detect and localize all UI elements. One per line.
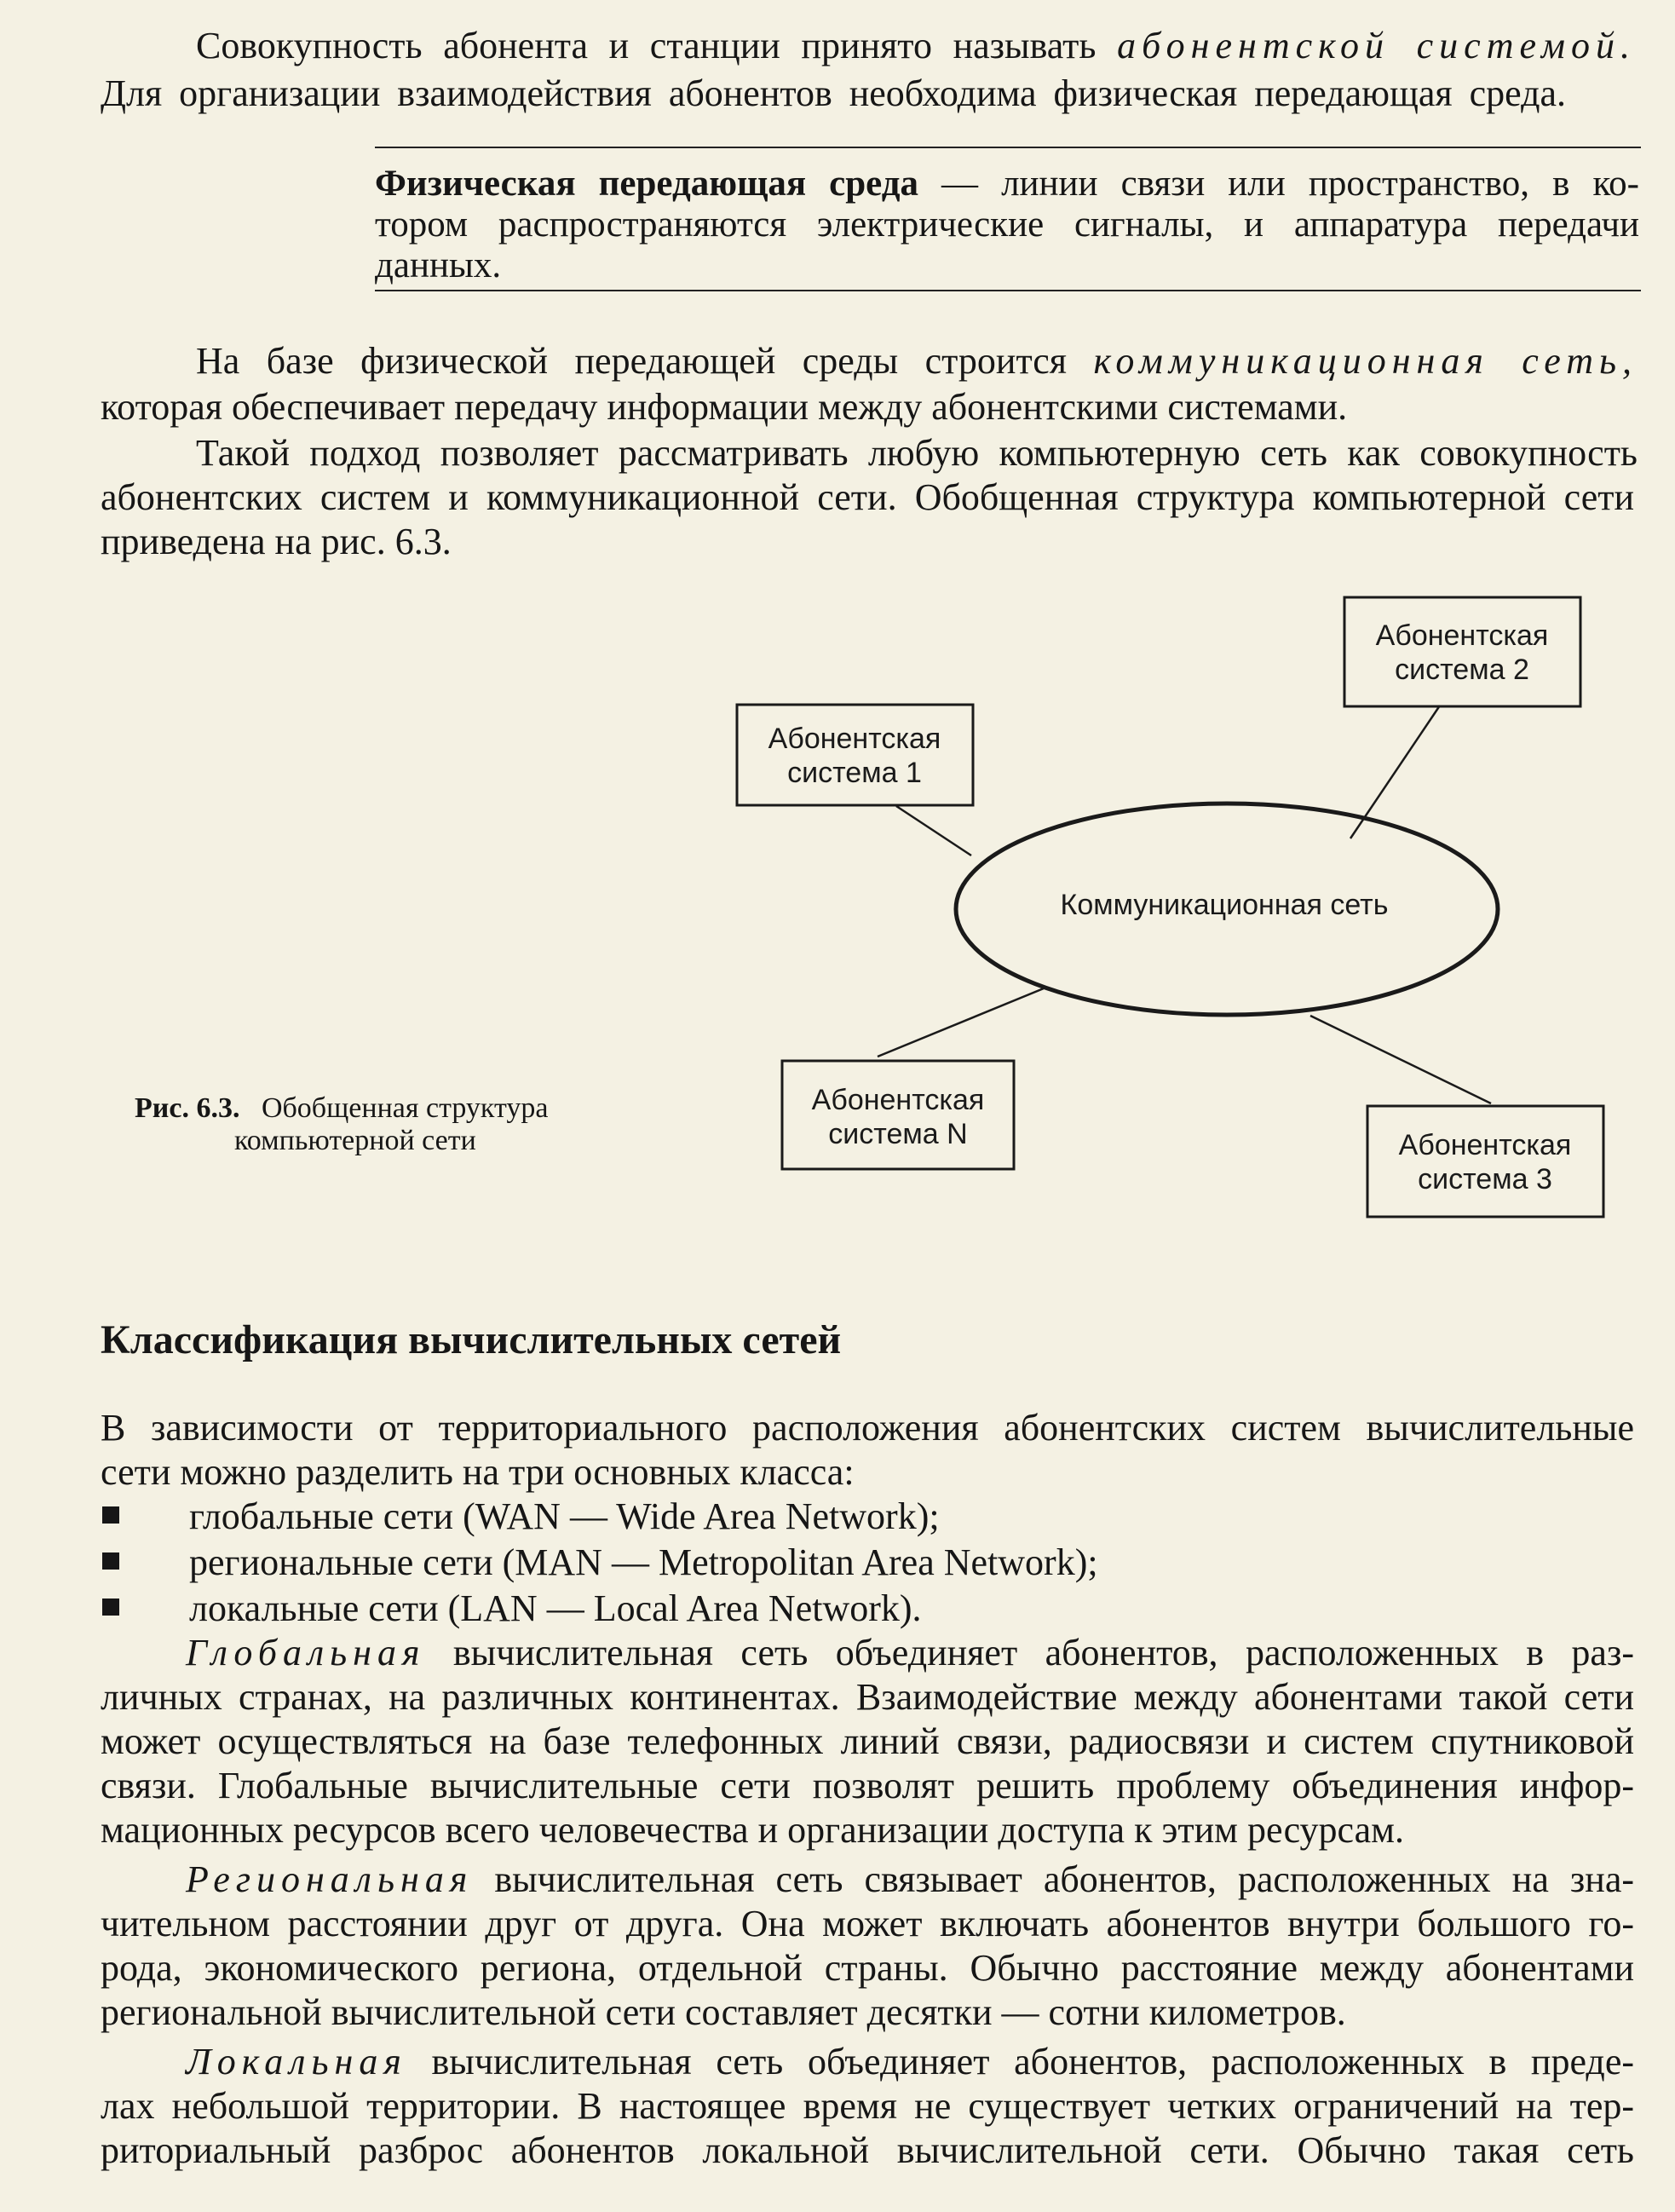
para1-line-1: На базе физической передающей среды строится коммуникационная сеть, <box>196 340 1638 382</box>
figure-caption-line-1: Рис. 6.3. Обобщенная структура <box>135 1092 549 1124</box>
section-intro-line-1: В зависимости от территориального расположения абонентских систем вычислительные <box>101 1407 1634 1449</box>
para2-line-2: абонентских систем и коммуникационной сети. Обобщенная структура компьютерной сети <box>101 476 1634 518</box>
bullet-marker <box>102 1552 119 1570</box>
box-system-2 <box>1344 597 1580 706</box>
global-line-1: Глобальная вычислительная сеть объединяет абонентов, расположенных в раз- <box>186 1632 1634 1673</box>
bullet-item: глобальные сети (WAN — Wide Area Network); <box>189 1495 940 1537</box>
local-line-2: лах небольшой территории. В настоящее время не существует четких ограничений на тер- <box>101 2085 1634 2127</box>
para2-line-1: Такой подход позволяет рассматривать любую компьютерную сеть как совокупность <box>196 432 1638 474</box>
box2-line2: система 2 <box>1395 654 1529 686</box>
local-line-3: риториальный разброс абонентов локальной вычислительной сети. Обычно такая сеть <box>101 2129 1634 2171</box>
global-line-5: мационных ресурсов всего человечества и организации доступа к этим ресурсам. <box>101 1809 1404 1851</box>
figure-caption-line-2: компьютерной сети <box>234 1125 476 1156</box>
global-line-2: личных странах, на различных континентах. Взаимодействие между абонентами такой сети <box>101 1676 1634 1718</box>
center-label: Коммуникационная сеть <box>1060 889 1389 921</box>
para2-line-3: приведена на рис. 6.3. <box>101 521 452 562</box>
boxN-line1: Абонентская <box>811 1084 985 1116</box>
regional-line-3: рода, экономического региона, отдельной страны. Обычно расстояние между абонентами <box>101 1947 1634 1989</box>
regional-line-1: Региональная вычислительная сеть связывает абонентов, расположенных на зна- <box>186 1858 1634 1900</box>
boxN-line2: система N <box>828 1118 968 1150</box>
para1-line-2: которая обеспечивает передачу информации между абонентскими системами. <box>101 386 1348 428</box>
box-system-1 <box>737 705 973 805</box>
definition-line-2: тором распространяются электрические сигналы, и аппаратура передачи <box>375 204 1639 245</box>
regional-line-2: чительном расстоянии друг от друга. Она может включать абонентов внутри большого го- <box>101 1903 1634 1944</box>
regional-line-4: региональной вычислительной сети составляет десятки — сотни километров. <box>101 1991 1346 2033</box>
link-1 <box>896 806 971 855</box>
bullet-item: региональные сети (MAN — Metropolitan Area Network); <box>189 1541 1098 1583</box>
box-system-3 <box>1367 1106 1603 1217</box>
intro-line-2: Для организации взаимодействия абонентов необходима физическая передающая среда. <box>101 72 1566 114</box>
box3-line2: система 3 <box>1418 1163 1552 1195</box>
bullet-item: локальные сети (LAN — Local Area Network). <box>189 1587 922 1629</box>
box3-line1: Абонентская <box>1398 1129 1572 1161</box>
link-3 <box>1310 1016 1491 1103</box>
bullet-marker <box>102 1506 119 1524</box>
global-line-3: может осуществляться на базе телефонных линий связи, радиосвязи и систем спутниковой <box>101 1720 1634 1762</box>
intro-line-1: Совокупность абонента и станции принято называть абонентской системой. <box>196 25 1636 66</box>
box2-line1: Абонентская <box>1375 619 1549 652</box>
definition-line-1: Физическая передающая среда — линии связи или пространство, в ко- <box>375 164 1639 204</box>
box1-line1: Абонентская <box>768 723 941 755</box>
local-line-1: Локальная вычислительная сеть объединяет абонентов, расположенных в преде- <box>186 2041 1634 2082</box>
link-N <box>878 988 1044 1057</box>
section-heading: Классификация вычислительных сетей <box>101 1317 842 1362</box>
global-line-4: связи. Глобальные вычислительные сети позволят решить проблему объединения инфор- <box>101 1765 1634 1806</box>
definition-line-3: данных. <box>375 245 502 285</box>
bullet-marker <box>102 1599 119 1616</box>
box1-line2: система 1 <box>787 757 922 789</box>
section-intro-line-2: сети можно разделить на три основных класса: <box>101 1451 855 1493</box>
